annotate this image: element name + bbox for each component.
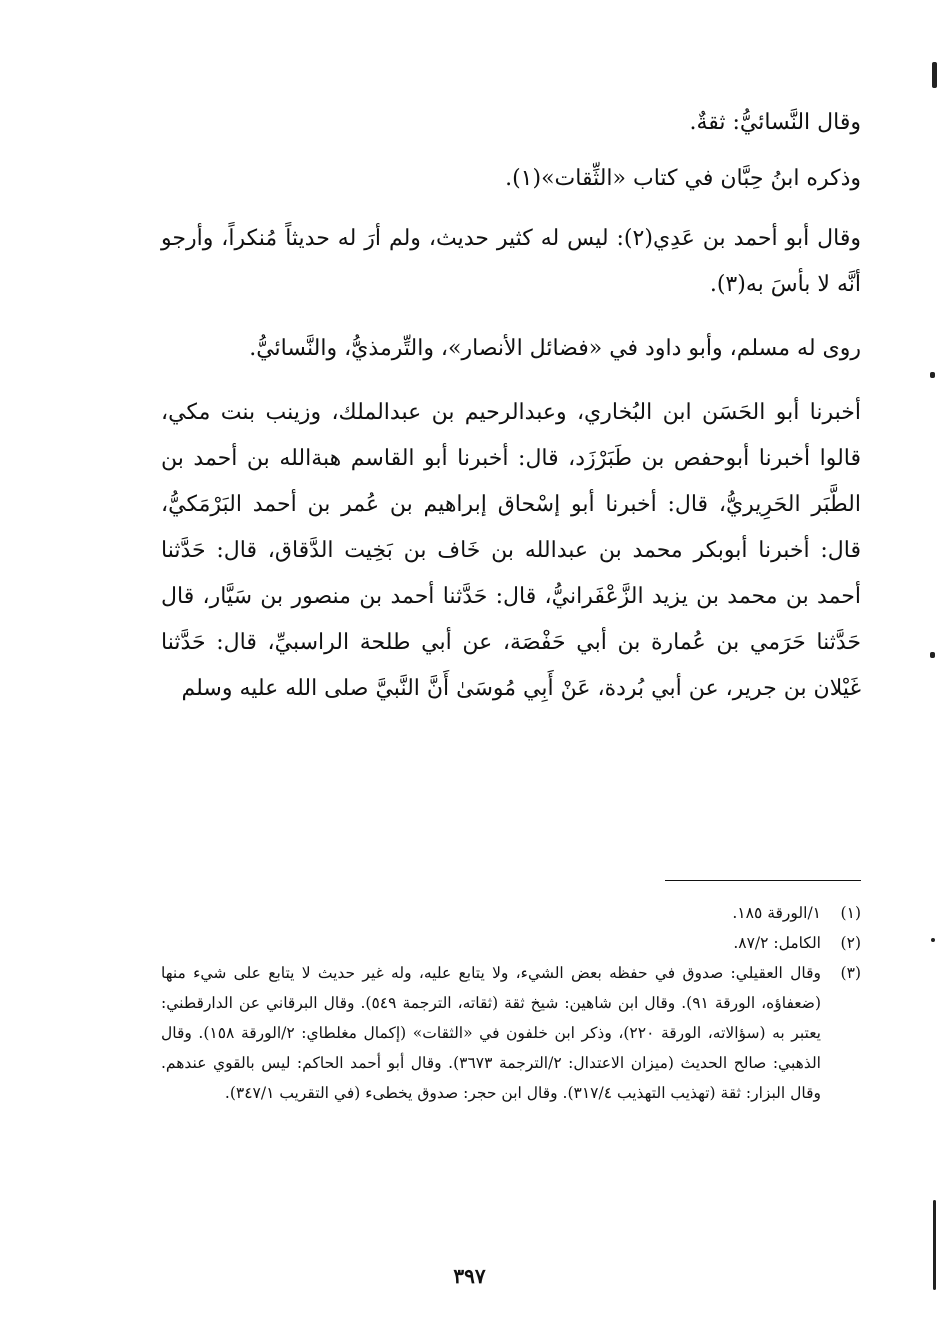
- footnote-divider: [665, 880, 861, 881]
- footnote-number: (٢): [840, 934, 861, 952]
- scan-edge-mark: [930, 652, 935, 658]
- footnote-text: الكامل: ٨٧/٢.: [733, 934, 821, 952]
- paragraph-nasai: وقال النَّسائيُّ: ثقةٌ.: [689, 110, 861, 135]
- footnote-number: (١): [840, 904, 861, 922]
- page-number: ٣٩٧: [453, 1264, 486, 1288]
- scan-edge-mark: [930, 372, 935, 378]
- scan-edge-mark: [931, 938, 935, 942]
- main-text: [161, 100, 861, 712]
- footnote-text: وقال العقيلي: صدوق في حفظه بعض الشيء، ولا يتابع عليه، وله غير حديث لا يتابع على شيء منها (ضعفاؤه، الورقة ٩١). وقال ابن شاهين: شيخ ثقة (ثقاته، الترجمة ٥٤٩). وقال البرقاني عن الدارقطني: يعتبر به (سؤالاته، الورقة ٢٢٠)، وذكر ابن خلفون في «الثقات» (إكمال مغلطاي: ٢/الورقة ١٥٨). وقال الذهبي: صالح الحديث (ميزان الاعتدال: ٢/الترجمة ٣٦٧٣). وقال أبو أحمد الحاكم: ليس بالقوي عندهم. وقال البزار: ثقة (تهذيب التهذيب ٣١٧/٤). وقال ابن حجر: صدوق يخطىء (في التقريب ٣٤٧/١).: [161, 964, 821, 1102]
- footnote-number: (٣): [840, 964, 861, 982]
- paragraph-ibn-hibban: وذكره ابنُ حِبَّان في كتاب «الثِّقات»(١).: [505, 166, 861, 191]
- footnotes: [161, 898, 861, 1108]
- paragraph-isnad: أخبرنا أبو الحَسَن ابن البُخاري، وعبدالرحيم بن عبدالملك، وزينب بنت مكي، قالوا أخبرنا أبوحفص بن طَبَرْزَد، قال: أخبرنا أبو القاسم هبةالله بن أحمد بن الطَّبَر الحَرِيريُّ، قال: أخبرنا أبو إسْحاق إبراهيم بن عُمر بن أحمد البَرْمَكيُّ، قال: أخبرنا أبوبكر محمد بن عبدالله بن خَاف بن بَخِيت الدَّقاق، قال: حَدَّثنا أحمد بن محمد بن يزيد الزَّعْفَرانيُّ، قال: حَدَّثنا أحمد بن منصور بن سَيَّار، قال حَدَّثنا حَرَمي بن عُمارة بن أبي حَفْصَة، عن أبي طلحة الراسبيِّ، قال: حَدَّثنا غَيْلان بن جرير، عن أبي بُردة، عَنْ أَبِي مُوسَىٰ أَنَّ النَّبيَّ صلى الله عليه وسلم: [161, 400, 861, 701]
- paragraph-ibn-adi: وقال أبو أحمد بن عَدِي(٢): ليس له كثير حديث، ولم أرَ له حديثاً مُنكراً، وأرجو أنَّه لا بأسَ به(٣).: [161, 226, 861, 297]
- footnote-2: [161, 928, 861, 958]
- footnote-3: [161, 958, 861, 1108]
- footnote-text: ١/الورقة ١٨٥.: [732, 904, 821, 922]
- footnote-1: [161, 898, 861, 928]
- scan-edge-mark: [932, 62, 937, 88]
- scan-edge-mark: [933, 1200, 936, 1290]
- paragraph-narrators: روى له مسلم، وأبو داود في «فضائل الأنصار»، والتِّرمذيُّ، والنَّسائيُّ.: [249, 336, 861, 361]
